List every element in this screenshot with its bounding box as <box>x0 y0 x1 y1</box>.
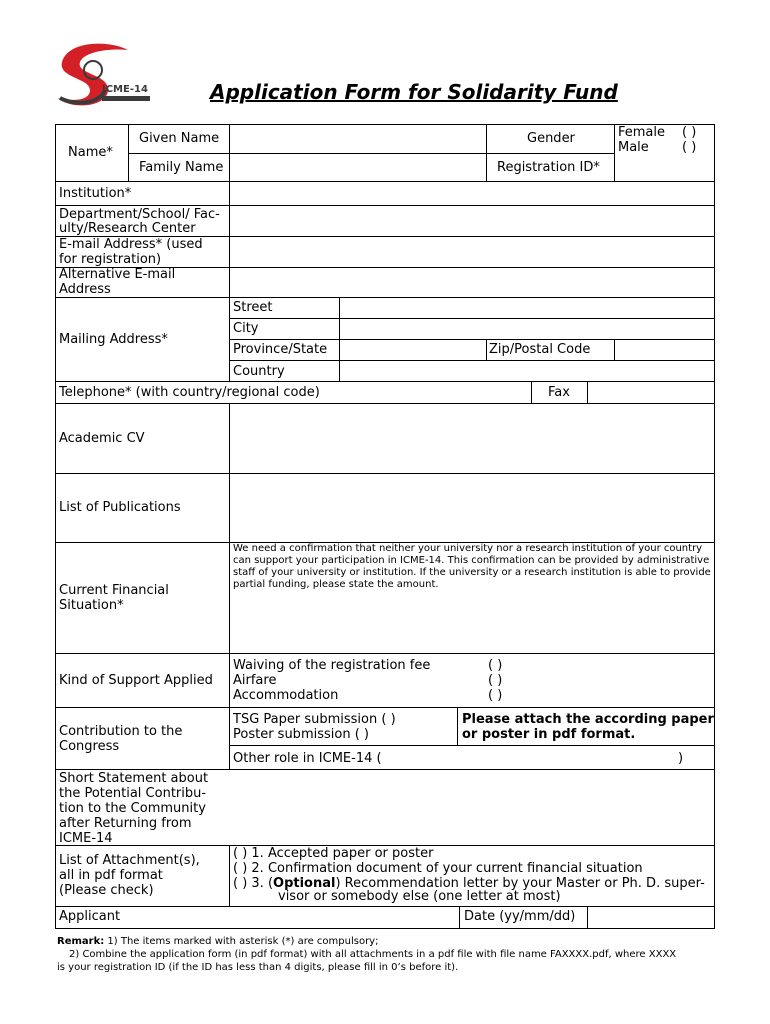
financial-field[interactable] <box>230 592 714 652</box>
attach-note-line1: Please attach the according paper <box>462 712 714 727</box>
telephone-label: Telephone* (with country/regional code) <box>59 385 320 400</box>
other-role-label: Other role in ICME-14 ( <box>233 751 382 766</box>
street-label: Street <box>233 300 273 315</box>
logo-text: ICME-14 <box>102 84 148 95</box>
support-kind-label: Kind of Support Applied <box>59 673 213 688</box>
statement-label-line3: tion to the Community <box>59 801 206 816</box>
attachment-3-continued: visor or somebody else (one letter at most) <box>278 889 561 904</box>
mailing-address-label: Mailing Address* <box>59 332 168 347</box>
statement-label-line4: after Returning from <box>59 816 192 831</box>
applicant-label: Applicant <box>59 909 121 924</box>
female-label: Female <box>618 125 666 140</box>
fax-field[interactable] <box>588 382 714 402</box>
province-field[interactable] <box>340 340 485 359</box>
street-field[interactable] <box>340 298 714 317</box>
zip-label: Zip/Postal Code <box>489 342 591 357</box>
page-title: Application Form for Solidarity Fund <box>210 80 618 104</box>
city-label: City <box>233 321 259 336</box>
registration-id-field[interactable] <box>615 154 714 180</box>
fax-label: Fax <box>548 385 570 400</box>
remark-label: Remark: <box>57 936 105 947</box>
academic-cv-field[interactable] <box>230 404 714 472</box>
family-name-field[interactable] <box>229 154 485 180</box>
poster-option[interactable]: Poster submission ( ) <box>233 727 369 742</box>
male-label: Male <box>618 140 649 155</box>
department-label-line1: Department/School/ Fac- <box>59 207 220 222</box>
remark-block <box>57 935 717 974</box>
other-role-close: ) <box>678 751 684 766</box>
support-option-airfare: Airfare <box>233 673 277 688</box>
attachments-label-line1: List of Attachment(s), <box>59 853 200 868</box>
support-option-registration: Waiving of the registration fee <box>233 658 431 673</box>
female-checkbox[interactable]: ( ) <box>682 125 697 140</box>
registration-id-label: Registration ID* <box>497 160 600 175</box>
statement-label-line5: ICME-14 <box>59 831 113 846</box>
zip-field[interactable] <box>615 340 714 359</box>
province-label: Province/State <box>233 342 328 357</box>
department-label-line2: ulty/Research Center <box>59 221 196 236</box>
email-field[interactable] <box>230 237 714 266</box>
gender-label: Gender <box>527 131 575 146</box>
support-option-accommodation: Accommodation <box>233 688 339 703</box>
icme-logo <box>50 40 160 110</box>
financial-label-line2: Situation* <box>59 598 124 613</box>
statement-field[interactable] <box>230 770 714 844</box>
contribution-label-line2: Congress <box>59 739 120 754</box>
institution-label: Institution* <box>59 186 132 201</box>
alt-email-label-line2: Address <box>59 282 111 297</box>
airfare-checkbox[interactable]: ( ) <box>488 673 503 688</box>
remark-line1: 1) The items marked with asterisk (*) are compulsory; <box>104 936 379 947</box>
remark-line3: is your registration ID (if the ID has less than 4 digits, please fill in 0’s before it). <box>57 962 459 973</box>
accommodation-checkbox[interactable]: ( ) <box>488 688 503 703</box>
attachment-3-option[interactable]: ( ) 3. (Optional) Recommendation letter by your Master or Ph. D. super- <box>233 876 705 891</box>
financial-label-line1: Current Financial <box>59 583 169 598</box>
date-field[interactable] <box>588 907 714 928</box>
given-name-label: Given Name <box>139 131 220 146</box>
institution-field[interactable] <box>230 182 714 204</box>
country-label: Country <box>233 364 285 379</box>
name-label: Name* <box>68 145 113 160</box>
academic-cv-label: Academic CV <box>59 431 145 446</box>
remark-line2: 2) Combine the application form (in pdf format) with all attachments in a pdf file with file name FAXXXX.pdf, where XXXX <box>69 949 677 960</box>
date-label: Date (yy/mm/dd) <box>464 909 576 924</box>
alt-email-label-line1: Alternative E-mail <box>59 267 176 282</box>
city-field[interactable] <box>340 319 714 338</box>
email-label-line2: for registration) <box>59 252 162 267</box>
attach-note-line2: or poster in pdf format. <box>462 727 636 742</box>
given-name-field[interactable] <box>229 125 485 153</box>
tsg-paper-option[interactable]: TSG Paper submission ( ) <box>233 712 396 727</box>
statement-label-line2: the Potential Contribu- <box>59 786 207 801</box>
contribution-label-line1: Contribution to the <box>59 724 183 739</box>
attachment-1-option[interactable]: ( ) 1. Accepted paper or poster <box>233 846 434 861</box>
department-field[interactable] <box>230 206 714 235</box>
attachment-2-option[interactable]: ( ) 2. Confirmation document of your current financial situation <box>233 861 643 876</box>
financial-note: We need a confirmation that neither your university nor a research institution of your country can support your participation in ICME-14. This confirmation can be provided by administrative staff of your university or institution. If the university or a research institution is able to provide partial funding, please state the amount. <box>233 543 711 590</box>
attachments-label-line2: all in pdf format <box>59 868 163 883</box>
statement-label-line1: Short Statement about <box>59 771 209 786</box>
publications-field[interactable] <box>230 474 714 541</box>
attachments-label-line3: (Please check) <box>59 883 154 898</box>
alt-email-field[interactable] <box>230 268 714 296</box>
registration-fee-checkbox[interactable]: ( ) <box>488 658 503 673</box>
applicant-signature-field[interactable] <box>230 907 458 928</box>
family-name-label: Family Name <box>139 160 224 175</box>
male-checkbox[interactable]: ( ) <box>682 140 697 155</box>
email-label-line1: E-mail Address* (used <box>59 237 203 252</box>
telephone-field[interactable] <box>340 382 530 402</box>
publications-label: List of Publications <box>59 500 181 515</box>
country-field[interactable] <box>340 361 714 380</box>
other-role-field[interactable] <box>395 748 675 767</box>
